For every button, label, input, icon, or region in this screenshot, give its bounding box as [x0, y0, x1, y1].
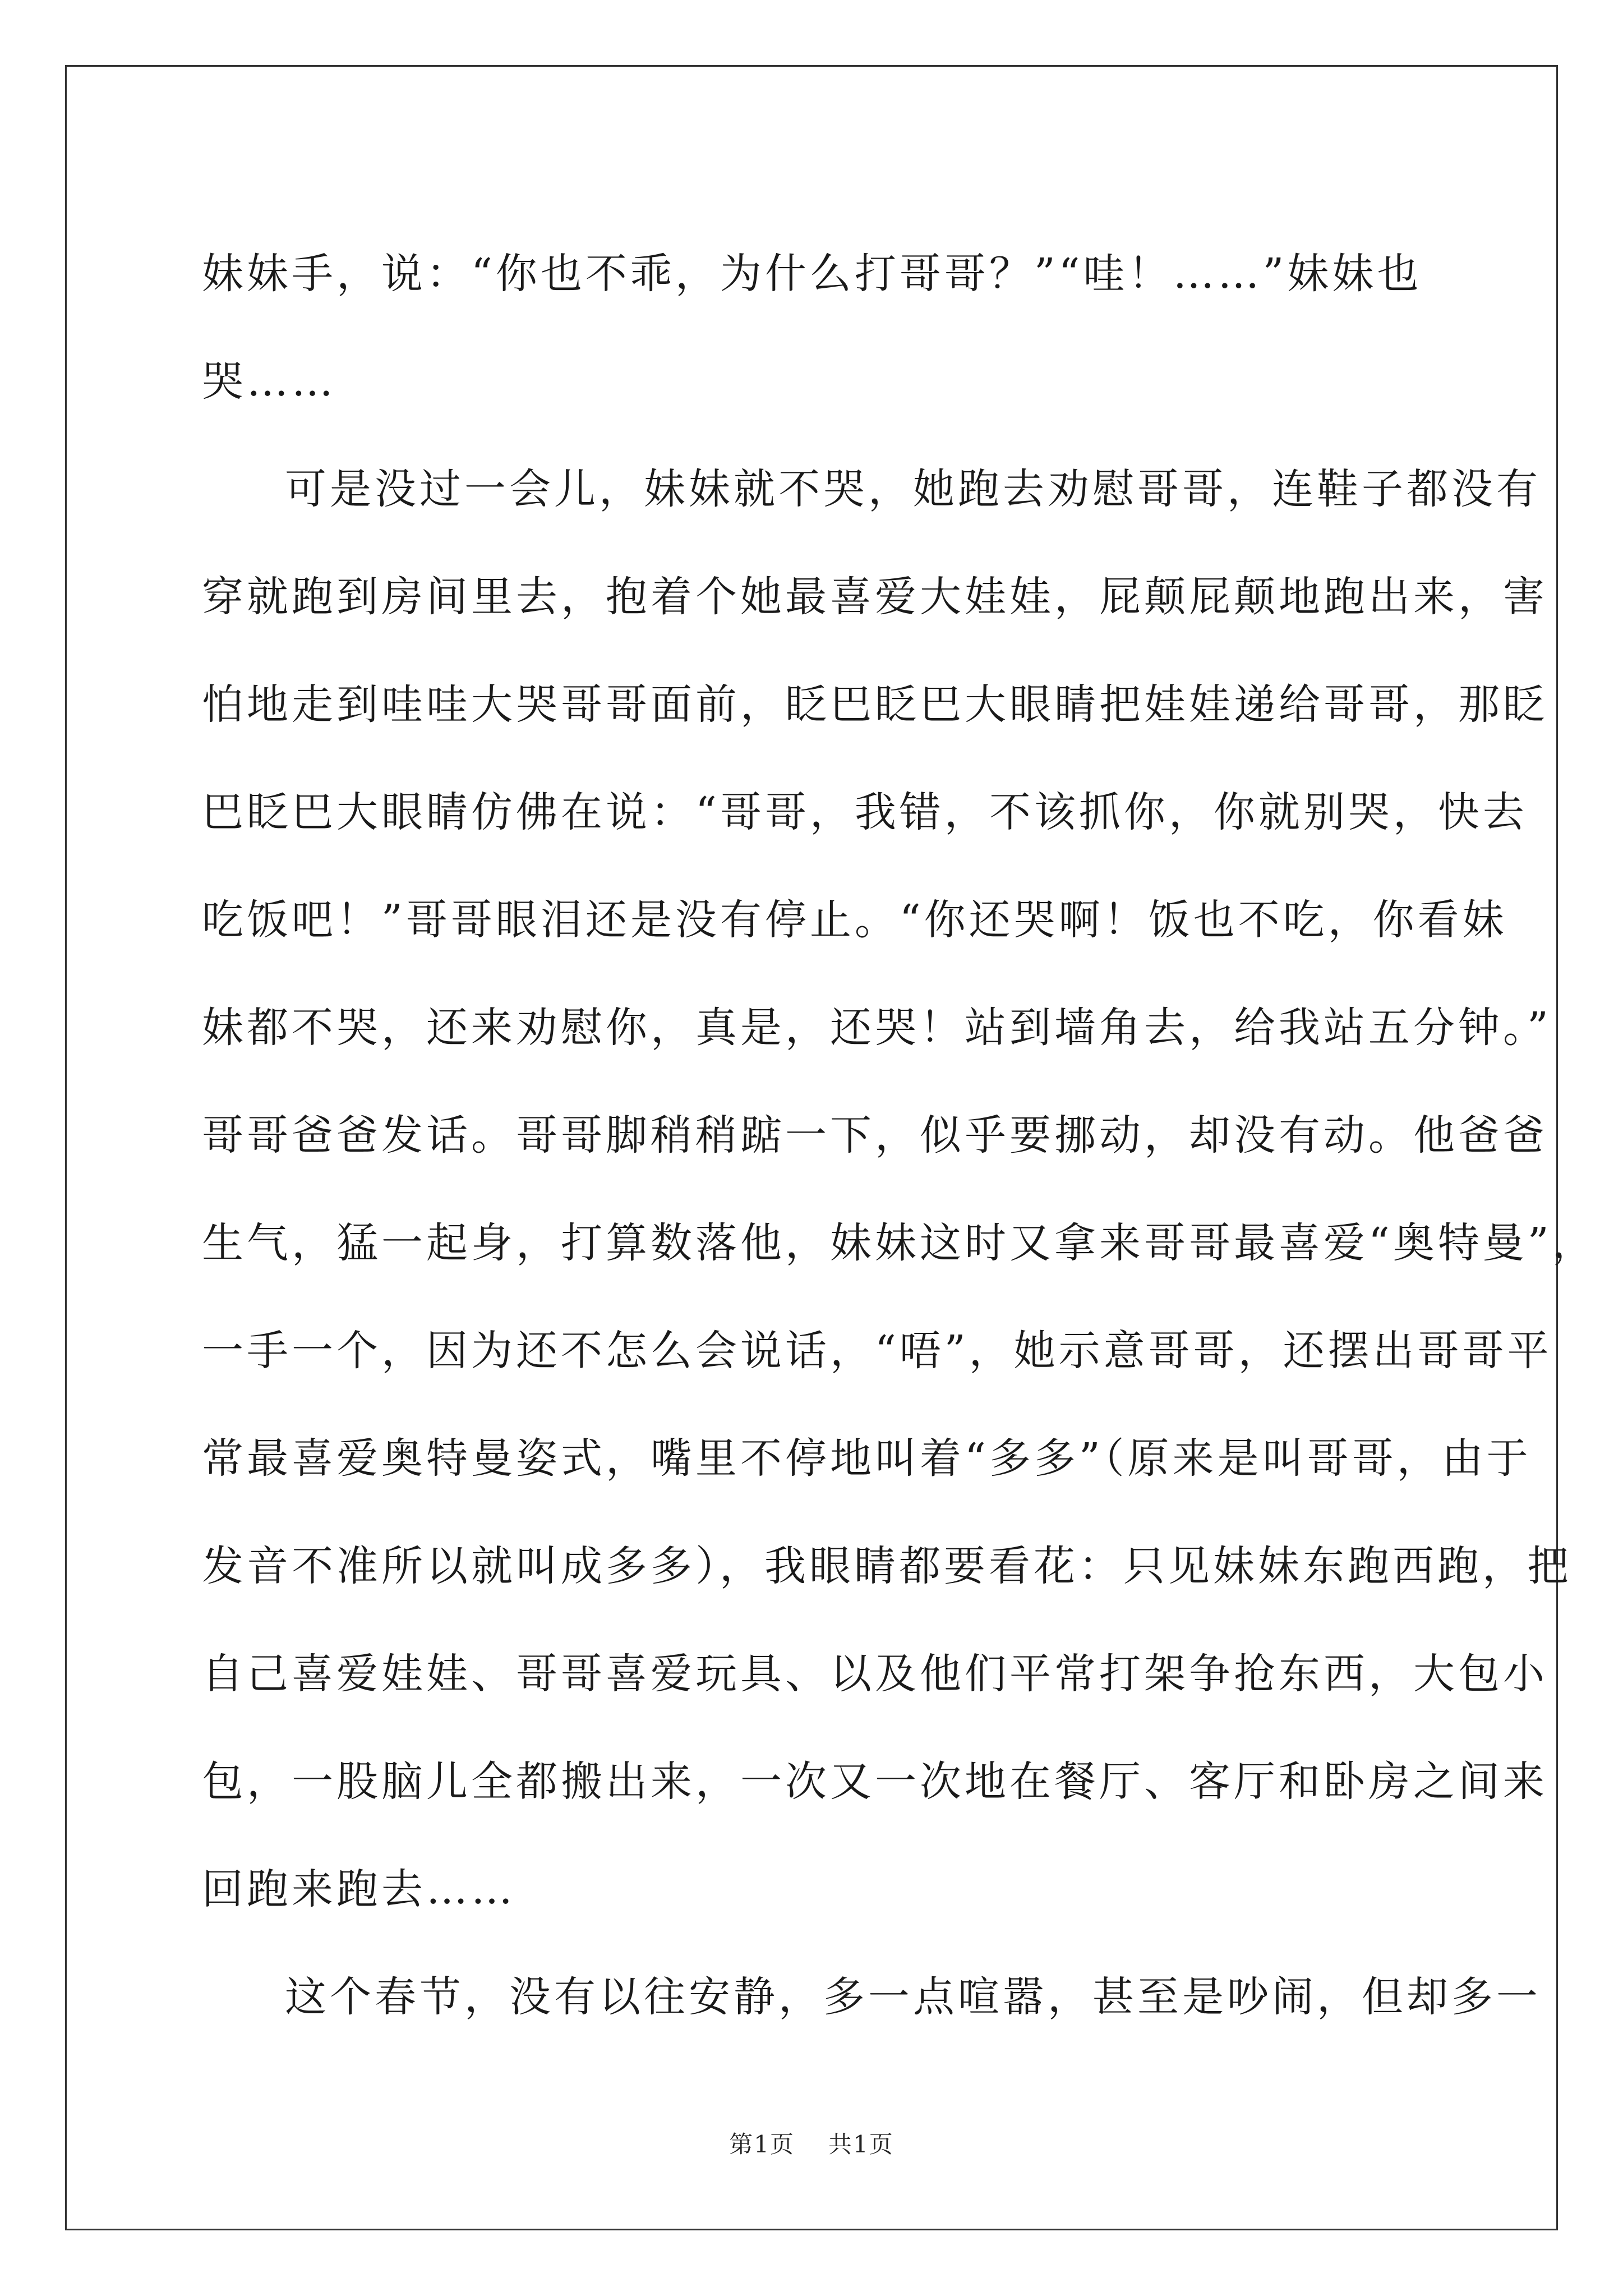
text-line: 哭…… [202, 357, 336, 406]
text-line: 妹妹手，说：“你也不乖，为什么打哥哥？”“哇！……”妹妹也 [202, 250, 1422, 298]
paragraph-start-line: 可是没过一会儿，妹妹就不哭，她跑去劝慰哥哥，连鞋子都没有 [285, 465, 1541, 513]
text-line: 妹都不哭，还来劝慰你，真是，还哭！站到墙角去，给我站五分钟。” [202, 1004, 1552, 1052]
text-line: 哥哥爸爸发话。哥哥脚稍稍踮一下，似乎要挪动，却没有动。他爸爸 [202, 1111, 1548, 1159]
text-line: 自己喜爱娃娃、哥哥喜爱玩具、以及他们平常打架争抢东西，大包小 [202, 1650, 1548, 1698]
text-line: 生气，猛一起身，打算数落他，妹妹这时又拿来哥哥最喜爱“奥特曼”， [202, 1219, 1597, 1267]
text-line: 回跑来跑去…… [202, 1865, 516, 1913]
text-line: 常最喜爱奥特曼姿式，嘴里不停地叫着“多多”（原来是叫哥哥，由于 [202, 1434, 1532, 1483]
text-line: 包，一股脑儿全都搬出来，一次又一次地在餐厅、客厅和卧房之间来 [202, 1757, 1548, 1806]
text-line: 怕地走到哇哇大哭哥哥面前，眨巴眨巴大眼睛把娃娃递给哥哥，那眨 [202, 680, 1548, 729]
paragraph-start-line: 这个春节，没有以往安静，多一点喧嚣，甚至是吵闹，但却多一 [285, 1973, 1541, 2021]
page-footer [0, 2126, 1623, 2160]
text-line: 巴眨巴大眼睛仿佛在说：“哥哥，我错，不该抓你，你就别哭，快去 [202, 788, 1528, 836]
text-line: 发音不准所以就叫成多多），我眼睛都要看花：只见妹妹东跑西跑，把 [202, 1542, 1572, 1590]
document-body [202, 220, 1597, 2051]
text-line: 吃饭吧！”哥哥眼泪还是没有停止。“你还哭啊！饭也不吃，你看妹 [202, 896, 1507, 944]
text-line: 一手一个，因为还不怎么会说话，“唔”，她示意哥哥，还摆出哥哥平 [202, 1327, 1552, 1375]
text-line: 穿就跑到房间里去，抱着个她最喜爱大娃娃，屁颠屁颠地跑出来，害 [202, 573, 1548, 621]
page-total: 共1页 [828, 2131, 894, 2158]
page-number: 第1页 [729, 2131, 795, 2158]
